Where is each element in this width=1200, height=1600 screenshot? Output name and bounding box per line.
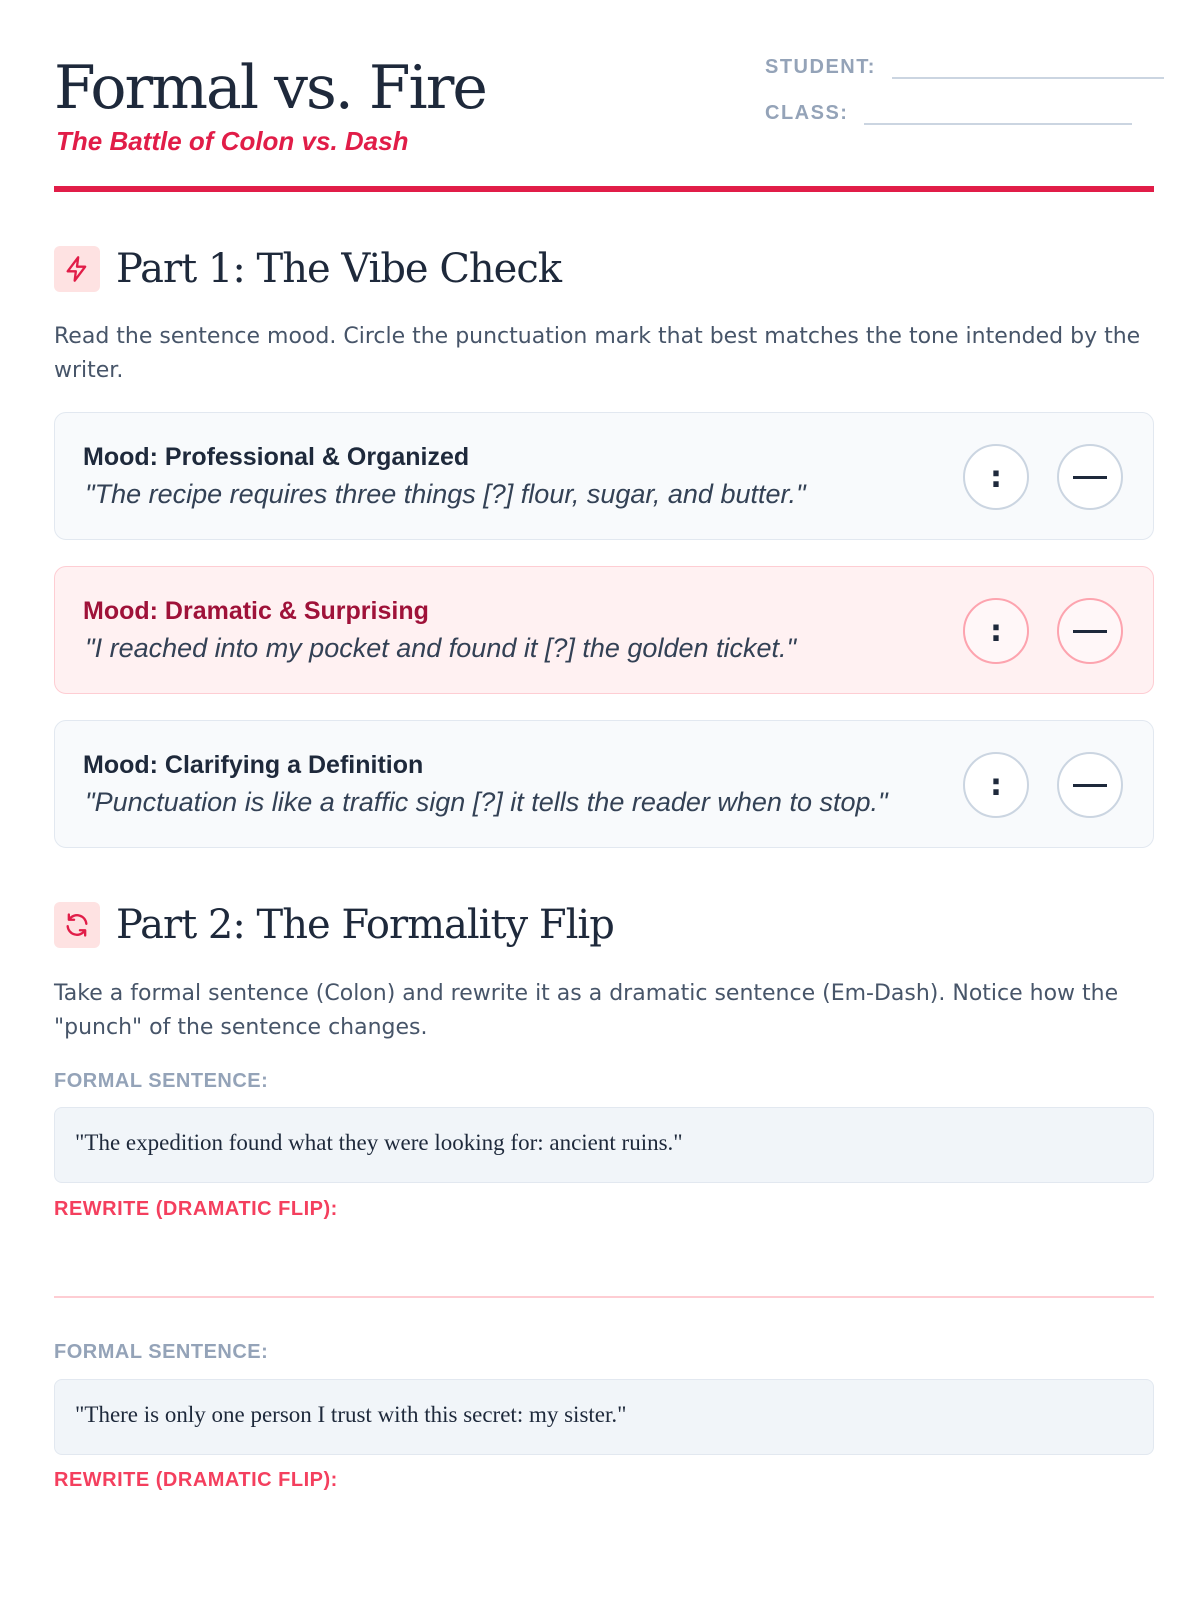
header-divider xyxy=(54,186,1154,192)
part2-instructions: Take a formal sentence (Colon) and rewrite it as a dramatic sentence (Em-Dash). Notice how the "punch" of the sentence changes. xyxy=(54,981,1119,1040)
mood-label: Mood: Dramatic & Surprising xyxy=(83,597,429,625)
part1-instructions: Read the sentence mood. Circle the punctuation mark that best matches the tone intended by the writer. xyxy=(54,324,1141,383)
part2-title: Part 2: The Formality Flip xyxy=(116,902,614,948)
mood-sentence: "I reached into my pocket and found it [?] the golden ticket." xyxy=(85,633,797,663)
page-subtitle: The Battle of Colon vs. Dash xyxy=(56,126,409,156)
student-field[interactable] xyxy=(765,56,1164,79)
colon-choice-button[interactable]: : xyxy=(963,444,1029,510)
page-title: Formal vs. Fire xyxy=(54,53,486,123)
class-name-line[interactable] xyxy=(864,103,1132,125)
part1-title: Part 1: The Vibe Check xyxy=(116,246,561,292)
student-label: STUDENT: xyxy=(765,56,876,78)
refresh-icon xyxy=(54,902,100,948)
rewrite-label: REWRITE (DRAMATIC FLIP): xyxy=(54,1469,338,1491)
mood-sentence: "Punctuation is like a traffic sign [?] it tells the reader when to stop." xyxy=(85,787,888,817)
formal-sentence-box xyxy=(54,1107,1154,1183)
em-dash-icon xyxy=(1073,630,1107,633)
em-dash-icon xyxy=(1073,476,1107,479)
formal-sentence-box xyxy=(54,1379,1154,1455)
formal-sentence: "The expedition found what they were looking for: ancient ruins." xyxy=(75,1130,683,1155)
worksheet-header xyxy=(54,0,1154,196)
em-dash-choice-button[interactable] xyxy=(1057,598,1123,664)
rewrite-answer-line[interactable] xyxy=(54,1296,1154,1298)
mood-sentence: "The recipe requires three things [?] flour, sugar, and butter." xyxy=(85,479,806,509)
formal-sentence: "There is only one person I trust with this secret: my sister." xyxy=(75,1402,627,1427)
class-label: CLASS: xyxy=(765,102,849,124)
em-dash-icon xyxy=(1073,784,1107,787)
formal-sentence-label: FORMAL SENTENCE: xyxy=(54,1341,269,1363)
class-field[interactable] xyxy=(765,102,1132,125)
mood-label: Mood: Clarifying a Definition xyxy=(83,751,424,779)
mood-label: Mood: Professional & Organized xyxy=(83,443,470,471)
student-name-line[interactable] xyxy=(892,57,1164,79)
em-dash-choice-button[interactable] xyxy=(1057,752,1123,818)
lightning-icon xyxy=(54,246,100,292)
part2-heading xyxy=(54,902,614,948)
mood-card xyxy=(54,720,1154,848)
rewrite-label: REWRITE (DRAMATIC FLIP): xyxy=(54,1198,338,1220)
mood-card xyxy=(54,412,1154,540)
em-dash-choice-button[interactable] xyxy=(1057,444,1123,510)
colon-choice-button[interactable]: : xyxy=(963,752,1029,818)
colon-choice-button[interactable]: : xyxy=(963,598,1029,664)
mood-card xyxy=(54,566,1154,694)
formal-sentence-label: FORMAL SENTENCE: xyxy=(54,1070,269,1092)
part1-heading xyxy=(54,246,561,292)
